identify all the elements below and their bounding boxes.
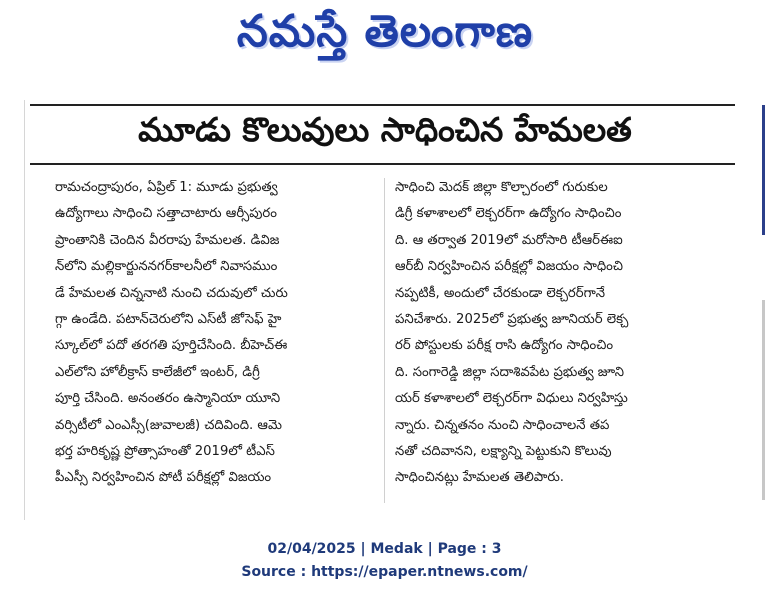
column-divider (384, 178, 385, 503)
text-line: న్నారు. చిన్నతనం నుంచి సాధించాలనే తప (395, 417, 610, 433)
text-line: స్కూల్‌లో పదో తరగతి పూర్తిచేసింది. బీహెచ్‌ఈ (55, 338, 288, 354)
text-line: డే హేమలత చిన్ననాటి నుంచి చదువులో చురు (55, 285, 288, 301)
footer-source: Source : https://epaper.ntnews.com/ (241, 564, 528, 580)
article-column-left (55, 175, 400, 492)
text-line: నతో చదివానని, లక్ష్యాన్ని పెట్టుకుని కొలువు (395, 443, 612, 459)
headline-top-rule (30, 104, 735, 106)
text-line: రర్ పోస్టులకు పరీక్ష రాసి ఉద్యోగం సాధించిం (395, 338, 614, 354)
text-line: పనిచేశారు. 2025లో ప్రభుత్వ జూనియర్ లెక్చ (395, 311, 629, 327)
text-line: ఎల్‌లోని హోలీక్రాస్ కాలేజీలో ఇంటర్, డిగ్రీ (55, 364, 260, 380)
text-line: సాధించినట్లు హేమలత తెలిపారు. (395, 470, 564, 486)
text-line: ది. సంగారెడ్డి జిల్లా సదాశివపేట ప్రభుత్వ జూని (395, 364, 624, 380)
headline-text: మూడు కొలువులు సాధించిన హేమలత (138, 109, 632, 149)
text-line: ది. ఆ తర్వాత 2019లో మరోసారి టీఆర్‌ఈఐ (395, 232, 623, 248)
text-line: ఆర్‌బీ నిర్వహించిన పరీక్షల్లో విజయం సాధించి (395, 259, 623, 275)
text-line: వర్సిటీలో ఎంఎస్సీ(జువాలజీ) చదివింది. ఆమె (55, 417, 282, 433)
text-line: సాధించి మెదక్ జిల్లా కొల్చారంలో గురుకుల (395, 180, 608, 195)
article-column-right (395, 175, 740, 492)
text-line: నప్పటికీ, అందులో చేరకుండా లెక్చరర్‌గానే (395, 285, 605, 301)
text-line: గ్గా ఉండేది. పటాన్‌చెరులోని ఎస్‌టీ జోసెఫ్ హై (55, 311, 282, 327)
text-line: పూర్తి చేసింది. అనంతరం ఉస్మానియా యూని (55, 391, 281, 407)
footer-dateline: 02/04/2025 | Medak | Page : 3 (267, 541, 502, 557)
text-line: భర్త హరికృష్ణ ప్రోత్సాహంతో 2019లో టీఎస్ (55, 443, 275, 459)
adjacent-page-edge (762, 105, 765, 235)
newspaper-masthead (150, 6, 620, 68)
text-line: న్‌లోని మల్లికార్జుననగర్‌కాలనీలో నివాసముం (55, 259, 278, 275)
text-line: ఉద్యోగాలు సాధించి సత్తాచాటారు ఆర్సీపురం (55, 206, 277, 222)
text-line: యర్ కళాశాలలో లెక్చరర్‌గా విధులు నిర్వహిస్తు (395, 391, 628, 407)
headline-bottom-rule (30, 163, 735, 165)
adjacent-page-edge-lower (762, 300, 765, 500)
article-headline (55, 107, 715, 159)
masthead-title: నమస్తే తెలంగాణ (236, 6, 534, 57)
text-line: డిగ్రీ కళాశాలలో లెక్చరర్‌గా ఉద్యోగం సాధించిం (395, 206, 622, 222)
text-line: ప్రాంతానికి చెందిన వీరరాపు హేమలత. డివిజ (55, 232, 280, 248)
text-line: పీఎస్సీ నిర్వహించిన పోటీ పరీక్షల్లో విజయం (55, 470, 272, 486)
text-line: రామచంద్రాపురం, ఏప్రిల్ 1: మూడు ప్రభుత్వ (55, 180, 278, 195)
